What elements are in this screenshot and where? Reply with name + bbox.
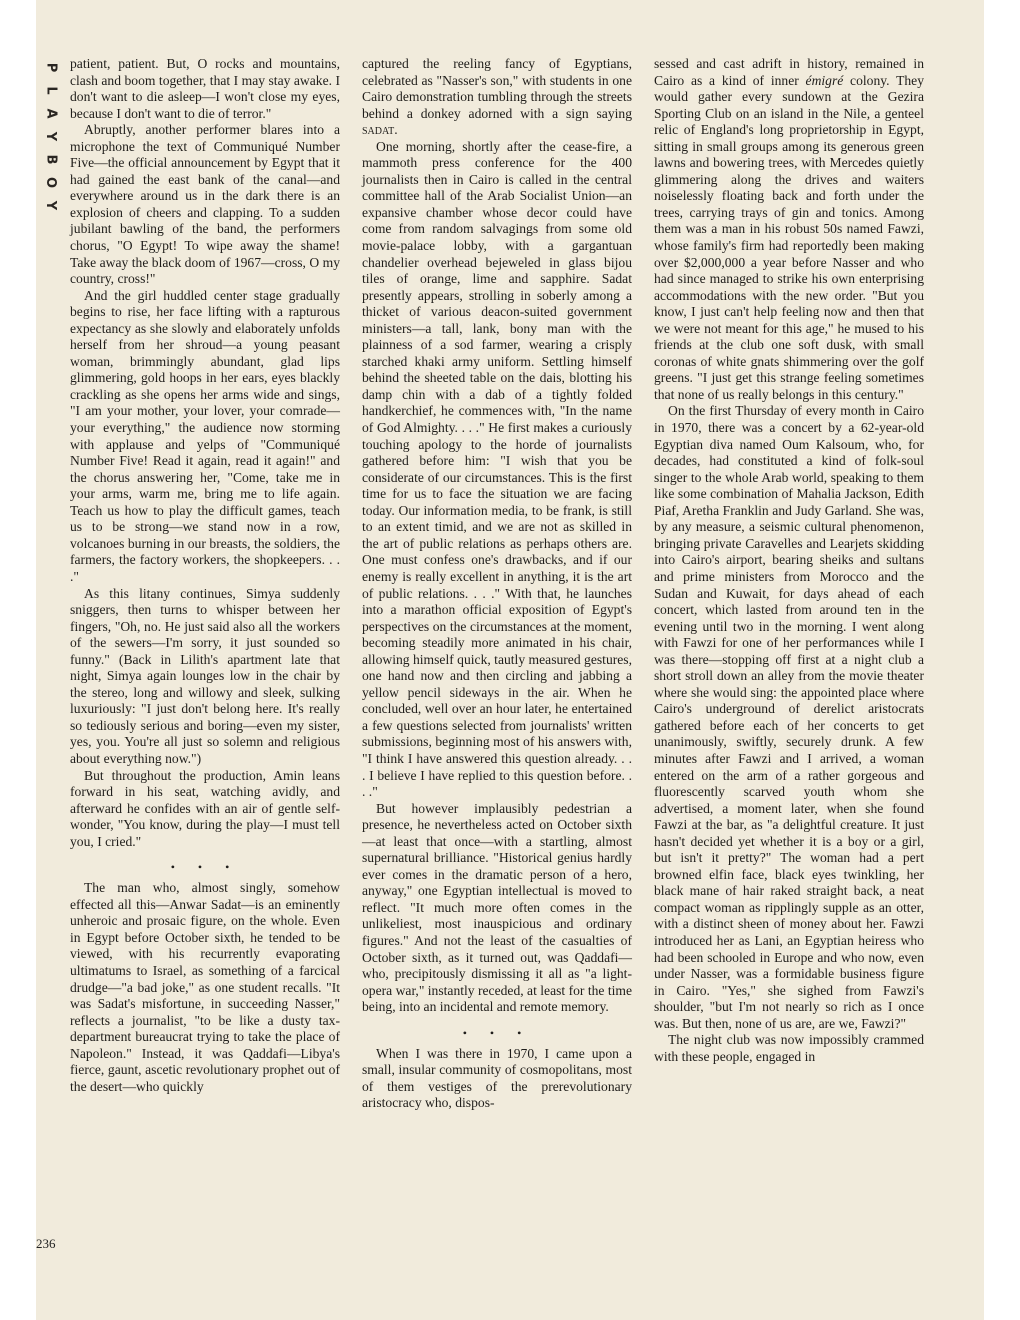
paragraph-text: sessed and cast adrift in history, remained in Cairo as a kind of inner xyxy=(654,56,924,88)
masthead-letter: B xyxy=(43,154,59,165)
text-column-2 xyxy=(362,56,632,1112)
paragraph-text: captured the reeling fancy of Egyptians, celebrated as "Nasser's son," with students in one Cairo demonstration tumbling through the streets behind a donkey adorned with a sign saying xyxy=(362,56,632,121)
magazine-page xyxy=(36,0,984,1320)
sign-text: sadat xyxy=(362,122,395,138)
paragraph: As this litany continues, Simya suddenly sniggers, then turns to whisper between her fingers, "Oh, no. He just said also all the workers of the sewers—I'm sorry, it just sounded so funny." (Back in Lilith's apartment late that night, Simya again lounges low in the chair by the stereo, long and willowy and sleek, sulking luxuriously: "I just don't belong here. It's really so tediously serious and boring—even my sister, yes, you. You're all just so solemn and religious about everything now.") xyxy=(70,585,340,766)
section-separator: • • • xyxy=(170,860,240,875)
paragraph xyxy=(654,56,924,403)
italic-word: émigré xyxy=(805,72,844,88)
paragraph: patient, patient. But, O rocks and mountains, clash and boom together, that I may stay awake. I don't want to die asleep—I won't close my eyes, because I don't want to die of terror." xyxy=(70,56,340,121)
masthead-letter: Y xyxy=(43,131,59,142)
paragraph: Abruptly, another performer blares into a microphone the text of Communiqué Number Five—the official announcement by Egypt that it had gained the east bank of the canal—and everywhere around us in the dark there is an explosion of cheers and clapping. To a sudden jubilant bawling of the band, the performers chorus, "O Egypt! To wipe away the shame! Take away the black doom of 1967—cross, O my country, cross!" xyxy=(70,122,340,287)
masthead-letter: L xyxy=(43,86,59,95)
paragraph: But however implausibly pedestrian a presence, he nevertheless acted on October sixth—at least that once—with a startling, almost supernatural brilliance. "Historical genius hardly ever comes in the dramatic person of a hero, anyway," one Egyptian intellectual is moved to reflect. "It much more often comes in the unlikeliest, most inauspicious and ordinary figures." And not the least of the casualties of October sixth, as it turned out, was Qaddafi—who, precipitously dismissing it all as "a light-opera war," instantly receded, at least for the time being, into an incidental and remote memory. xyxy=(362,800,632,1015)
paragraph: One morning, shortly after the cease-fire, a mammoth press conference for the 400 journalists then in Cairo is called in the central committee hall of the Arab Socialist Union—an expansive chamber whose decor could have come from random salvagings from some old movie-palace lobby, with a gargantuan chandelier overhead bejeweled in glass bijou tiles of orange, lime and sapphire. Sadat presently appears, strolling in soberly among a thicket of various deacon-suited government ministers—a tall, lank, bony man with the plainness of a sod farmer, wearing a crisply starched khaki army uniform. Settling himself behind the sheeted table on the dais, blotting his damp chin with a dab of a tightly folded handkerchief, he commences with, "In the name of God Almighty. . . ." He first makes a curiously touching apology to the horde of journalists gathered before him: "I wish that you be considerate of our circumstances. This is the first time for us to face the situation we are facing today. Our information media, to be frank, is still to an extent timid, and we are not as skilled in the art of public relations as perhaps others are. One must confess one's drawbacks, and if our enemy is really excellent in anything, it is the art of public relations. . . ." With that, he launches into a marathon official exposition of Egypt's perspectives on the circumstances at the moment, becoming steadily more animated in his chair, allowing himself quick, tautly measured gestures, one hand now and then circling and jabbing a yellow pencil sideways in the air. When he concluded, well over an hour later, he entertained a few questions selected from journalists' written submissions, beginning most of his answers with, "I think I have answered this question already. . . . I believe I have replied to this question before. . . ." xyxy=(362,138,632,800)
paragraph xyxy=(362,56,632,139)
masthead-letter: P xyxy=(43,62,59,73)
masthead-letter: O xyxy=(43,176,59,189)
text-column-1 xyxy=(70,56,340,1095)
paragraph: When I was there in 1970, I came upon a small, insular community of cosmopolitans, most of them vestiges of the prerevolutionary aristocracy who, dispos- xyxy=(362,1045,632,1111)
paragraph: The night club was now impossibly crammed with these people, engaged in xyxy=(654,1032,924,1064)
masthead-letter: Y xyxy=(43,200,59,211)
page-number: 236 xyxy=(36,1236,56,1251)
paragraph: The man who, almost singly, somehow effected all this—Anwar Sadat—is an eminently unheroic and prosaic figure, on the whole. Even in Egypt before October sixth, he tended to be viewed, with his recurrently evaporating ultimatums to Israel, as something of a farcical drudge—"a bad joke," as one student recalls. "It was Sadat's misfortune, in succeeding Nasser," reflects a journalist, "to be like a dusty tax-department bureaucrat trying to take the place of Napoleon." Instead, it was Qaddafi—Libya's fierce, gaunt, ascetic revolutionary prophet out of the desert—who quickly xyxy=(70,880,340,1094)
paragraph: On the first Thursday of every month in Cairo in 1970, there was a concert by a 62-year-old Egyptian diva named Oum Kalsoum, who, for decades, had constituted a kind of folk-soul singer to the whole Arab world, speaking to them like some combination of Mahalia Jackson, Edith Piaf, Aretha Franklin and Judy Garland. She was, by any measure, a seismic cultural phenomenon, bringing private Caravelles and Learjets skidding into Cairo's airport, bearing sheiks and sultans and prime ministers from Morocco and the Sudan and Kuwait, for days ahead of each concert, which lasted from around ten in the evening until two in the morning. I went along with Fawzi for one of her performances while I was there—stopping off first at a night club a short stroll down an alley from the movie theater where she would sing: the appointed place where Cairo's underground of derelict aristocrats gathered before each of her concerts to get unanimously, swiftly, securely drunk. A few minutes after Fawzi and I arrived, a woman entered on the arm of a rather gorgeous and fluorescently scarved youth whom she advertised, a moment later, when she found Fawzi at the bar, as "a delightful creature. It just hasn't decided yet whether it is a boy or a girl, but isn't it pretty?" The woman had a pert browned elfin face, black eyes twinkling, her black mane of hair raked straight back, a neat compact woman as ripplingly supple as an otter, with a distinct sheen of money about her. Fawzi introduced her as Lani, an Egyptian heiress who had been schooled in Europe and who now, even under Nasser, was a formidable business figure in Cairo. "Yes," she sighed from Fawzi's shoulder, "but I'm not nearly so rich as I once was. But then, none of us are, are we, Fawzi?" xyxy=(654,403,924,1031)
paragraph-text: . xyxy=(394,122,398,138)
masthead-letter: A xyxy=(43,108,59,119)
paragraph: And the girl huddled center stage gradually begins to rise, her face lifting with a rapturous expectancy as she slowly and elaborately unfolds herself from her shroud—a young peasant woman, brimmingly abundant, glad lips glimmering, gold hoops in her ears, eyes blackly crackling as she opens her arms wide and sings, "I am your mother, your lover, your comrade—your everything," the audience now storming with applause and yelps of "Communiqué Number Five! Read it again, read it again!" and the chorus answering her, "Come, take me in your arms, warm me, bring me to life again. Teach us how to play the difficult games, teach us to be strong—we stand now in a row, volcanoes burning in our breasts, the soldiers, the farmers, the factory workers, the shopkeepers. . . ." xyxy=(70,287,340,584)
masthead-vertical xyxy=(42,56,60,217)
section-separator: • • • xyxy=(462,1025,532,1040)
paragraph-text: colony. They would gather every sundown at the Gezira Sporting Club on an island in the Nile, a genteel relic of England's long proprietorship in Egypt, sitting in small groups among its generous green lawns and bowering trees, with Mercedes quietly glimmering along the drives and waiters noiselessly floating back and forth under the trees, carrying trays of gin and tonics. Among them was a man in his robust 50s named Fawzi, whose family's firm had reportedly been making over $2,000,000 a year before Nasser and who had since managed to strike his own enterprising accommodations with the new order. "But you know, I just can't help feeling now and then that we were not meant for this age," he mused to his friends at the club one soft dusk, with small coronas of white gnats shimmering over the golf greens. "I just get this strange feeling sometimes that none of us really belongs in this century." xyxy=(654,72,924,402)
text-column-3 xyxy=(654,56,924,1065)
paragraph: But throughout the production, Amin leans forward in his seat, watching avidly, and afterward he confides with an air of gentle self-wonder, "You know, during the play—I must tell you, I cried." xyxy=(70,767,340,849)
